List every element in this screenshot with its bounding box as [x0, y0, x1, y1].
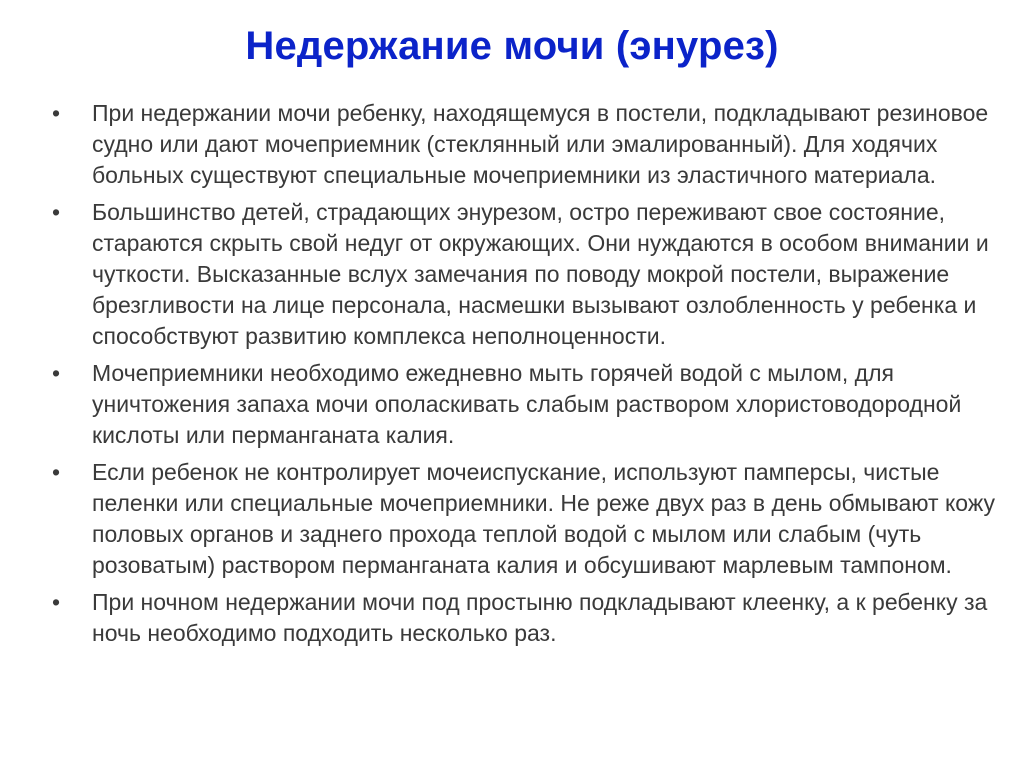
bullet-text: Большинство детей, страдающих энурезом, остро переживают свое состояние, стараются скрыть свой недуг от окружающих. Они нуждаются в особом внимании и чуткости. Высказанные вслух замечания по поводу мокрой постели, выражение брезгливости на лице персонала, насмешки вызывают озлобленность у ребенка и способствуют развитию комплекса неполноценности.: [92, 199, 989, 349]
bullet-list: [52, 98, 1002, 655]
bullet-icon: •: [52, 100, 61, 126]
bullet-text: При ночном недержании мочи под простыню подкладывают клеенку, а к ребенку за ночь необходимо подходить несколько раз.: [92, 589, 988, 646]
bullet-icon: •: [52, 360, 61, 386]
list-item: [52, 197, 1002, 352]
list-item: [52, 98, 1002, 191]
bullet-text: Мочеприемники необходимо ежедневно мыть горячей водой с мылом, для уничтожения запаха мочи ополаскивать слабым раствором хлористоводородной кислоты или перманганата калия.: [92, 360, 962, 448]
bullet-icon: •: [52, 459, 61, 485]
slide-title: Недержание мочи (энурез): [245, 24, 779, 68]
list-item: [52, 358, 1002, 451]
list-item: [52, 587, 1002, 649]
bullet-icon: •: [52, 589, 61, 615]
bullet-text: Если ребенок не контролирует мочеиспускание, используют памперсы, чистые пеленки или специальные мочеприемники. Не реже двух раз в день обмывают кожу половых органов и заднего прохода теплой водой с мылом или слабым (чуть розоватым) раствором перманганата калия и обсушивают марлевым тампоном.: [92, 459, 995, 578]
bullet-text: При недержании мочи ребенку, находящемуся в постели, подкладывают резиновое судно или дают мочеприемник (стеклянный или эмалированный). Для ходячих больных существуют специальные мочеприемники из эластичного материала.: [92, 100, 989, 188]
bullet-icon: •: [52, 199, 61, 225]
list-item: [52, 457, 1002, 581]
